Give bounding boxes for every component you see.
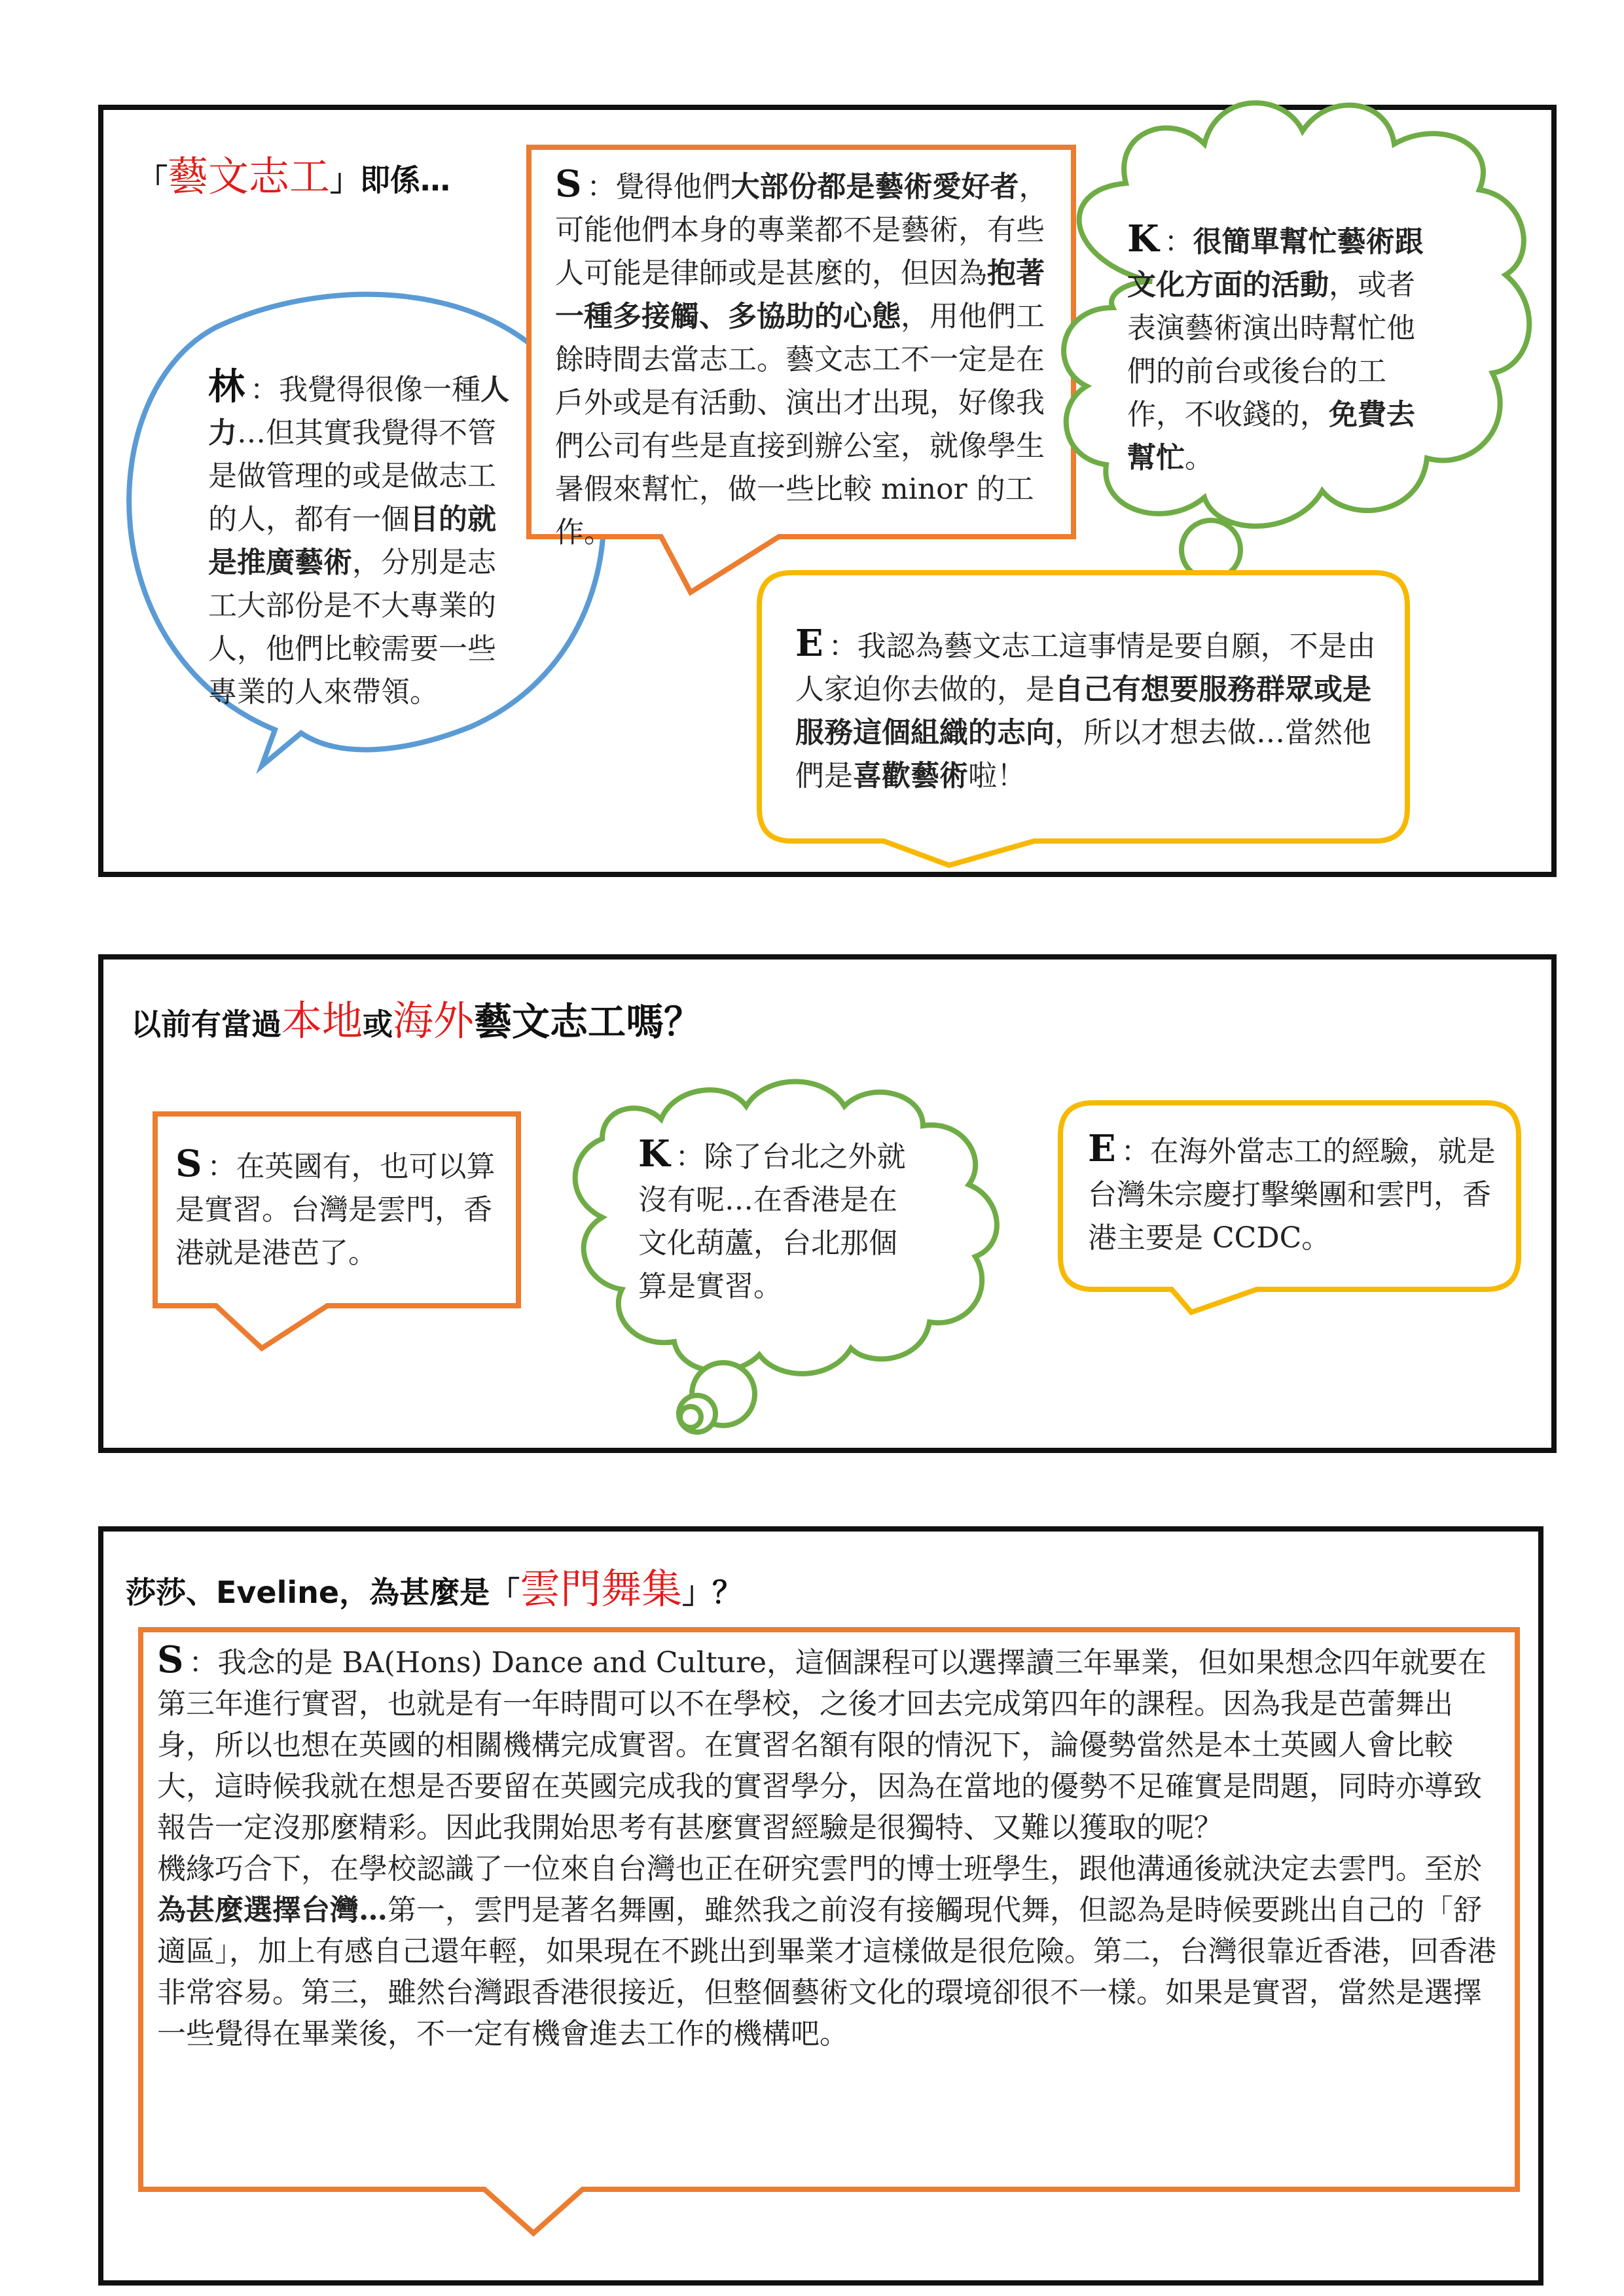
heading-highlight-cloud-gate: 雲門舞集 (520, 1565, 683, 1613)
speaker-s: S (175, 1142, 202, 1185)
e-answer-panel1: E ：我認為藝文志工這事情是要自願，不是由人家迫你去做的，是自己有想要服務群眾或是服務這個組織的志向，所以才想去做…當然他們是喜歡藝術啦！ (795, 622, 1376, 793)
lin-answer: 林 ：我覺得很像一種人力…但其實我覺得不管是做管理的或是做志工的人，都有一個目的就是推廣藝術，分別是志工大部份是不大專業的人，他們比較需要一些專業的人來帶領。 (208, 365, 509, 709)
speaker-s: S (555, 162, 582, 206)
speaker-e: E (1088, 1127, 1116, 1170)
k-answer-panel2: K ：除了台北之外就沒有呢…在香港是在文化葫蘆，台北那個算是實習。 (638, 1132, 906, 1303)
paragraph-1: S ：我念的是 BA(Hons) Dance and Culture，這個課程可以選擇讀三年畢業，但如果想念四年就要在第三年進行實習，也就是有一年時間可以不在學校，之後才回去完成第四年的課程。因為我是芭蕾舞出身，所以也想在英國的相關機構完成實習。在實習名額有限的情況下，論優勢當然是本土英國人會比較大，這時候我就在想是否要留在英國完成我的實習學分，因為在當地的優勢不足確實是問題，同時亦導致報告一定沒那麼精彩。因此我開始思考有甚麼實習經驗是很獨特、又難以獲取的呢？ (157, 1638, 1487, 1844)
panel1-heading: 「藝文志工」即係… (137, 152, 451, 200)
heading-highlight-arts-volunteer: 藝文志工 (168, 152, 331, 200)
s-answer-panel2: S ：在英國有，也可以算是實習。台灣是雲門，香港就是港芭了。 (175, 1142, 496, 1270)
speaker-lin: 林 (208, 365, 245, 408)
panel3-heading: 莎莎、Eveline，為甚麼是「雲門舞集」？ (126, 1565, 743, 1613)
s-answer-panel1: S ：覺得他們大部份都是藝術愛好者，可能他們本身的專業都不是藝術，有些人可能是律師或是甚麼的，但因為抱著一種多接觸、多協助的心態，用他們工餘時間去當志工。藝文志工不一定是在戶外或是有活動、演出才出現，好像我們公司有些是直接到辦公室，就像學生暑假來幫忙，做一些比較 minor 的工作。 (555, 162, 1048, 549)
speaker-s: S (157, 1638, 184, 1681)
k-answer-panel1: K ：很簡單幫忙藝術跟文化方面的活動，或者表演藝術演出時幫忙他們的前台或後台的工作，不收錢的，免費去幫忙。 (1127, 217, 1424, 475)
panel2-heading: 以前有當過本地或海外藝文志工嗎？ (131, 997, 702, 1045)
speaker-k: K (1127, 217, 1159, 260)
e-answer-panel2: E ：在海外當志工的經驗，就是台灣朱宗慶打擊樂團和雲門，香港主要是 CCDC。 (1088, 1127, 1496, 1255)
s-answer-panel3 (157, 1640, 1499, 2054)
speaker-e: E (795, 622, 823, 665)
paragraph-2: 機緣巧合下，在學校認識了一位來自台灣也正在研究雲門的博士班學生，跟他溝通後就決定去雲門。至於為甚麼選擇台灣…第一，雲門是著名舞團，雖然我之前沒有接觸現代舞，但認為是時候要跳出自己的「舒適區」，加上有感自己還年輕，如果現在不跳出到畢業才這樣做是很危險。第二，台灣很靠近香港，回香港非常容易。第三，雖然台灣跟香港很接近，但整個藝術文化的環境卻很不一樣。如果是實習，當然是選擇一些覺得在畢業後，不一定有機會進去工作的機構吧。 (157, 1852, 1496, 2051)
speaker-k: K (638, 1132, 670, 1175)
